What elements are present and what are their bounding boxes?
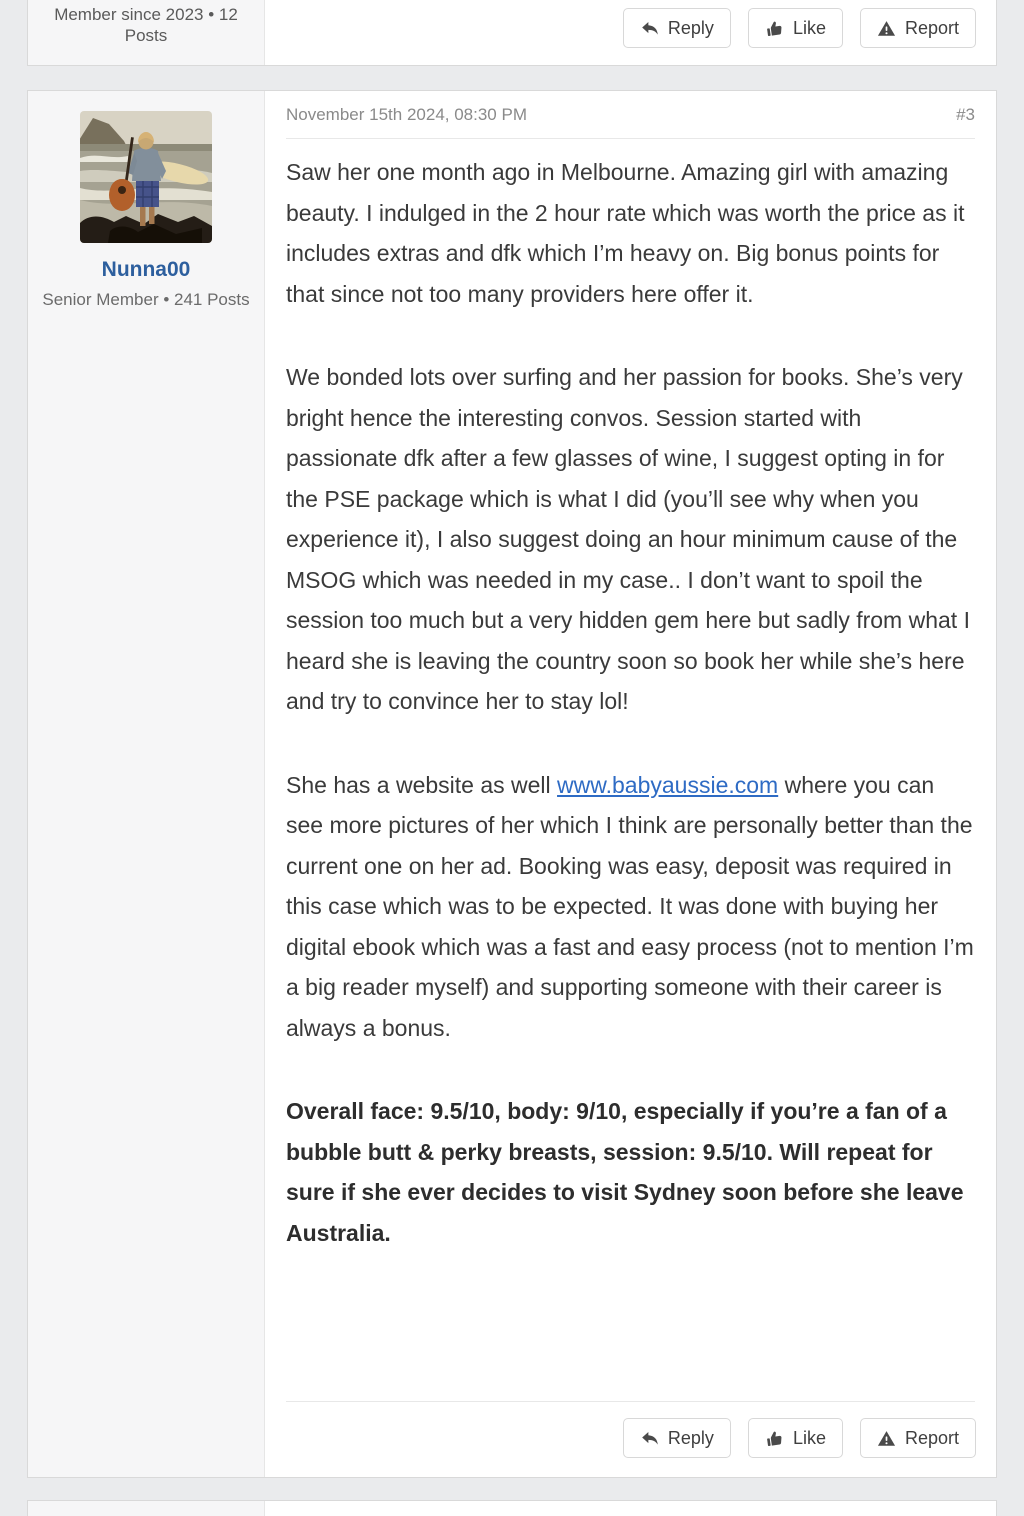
- username-link[interactable]: Nunna00: [101, 258, 191, 281]
- post-body: [265, 152, 996, 1253]
- thumbs-up-icon: [765, 19, 784, 38]
- report-button[interactable]: [860, 8, 976, 48]
- member-since-text: Member since 2023 • 12 Posts: [54, 5, 238, 45]
- previous-post-partial: [27, 0, 997, 66]
- previous-post-content: [265, 0, 996, 65]
- website-link[interactable]: www.babyaussie.com: [557, 771, 779, 798]
- previous-post-sidebar: [28, 0, 265, 65]
- like-button[interactable]: [748, 8, 843, 48]
- post-actions: [265, 1402, 996, 1477]
- post-sidebar: [28, 91, 265, 1477]
- post-number: #3: [956, 105, 975, 124]
- avatar[interactable]: [80, 111, 212, 243]
- warning-icon: [877, 1429, 896, 1448]
- next-post-partial: [27, 1500, 997, 1516]
- post-content: [265, 91, 996, 1477]
- report-button-label: Report: [904, 1427, 959, 1448]
- post-header: [265, 91, 996, 126]
- post-3: [27, 90, 997, 1478]
- report-button[interactable]: [860, 1418, 976, 1458]
- post-paragraph: [286, 765, 975, 1049]
- reply-button[interactable]: [623, 8, 731, 48]
- like-button-label: Like: [792, 1427, 826, 1448]
- post-text: where you can see more pictures of her which I think are personally better than the current one on her ad. Booking was easy, deposit was required in this case which was to be expected. It was done with buying her digital ebook which was a fast and easy process (not to mention I’m a big reader myself) and supporting someone with their career is always a bonus.: [286, 771, 974, 1041]
- like-button-label: Like: [792, 17, 826, 38]
- next-post-content: [265, 1501, 996, 1516]
- next-post-sidebar: [28, 1501, 265, 1516]
- post-date: November 15th 2024, 08:30 PM: [286, 105, 527, 124]
- post-summary-paragraph: Overall face: 9.5/10, body: 9/10, especially if you’re a fan of a bubble butt & perky breasts, session: 9.5/10. Will repeat for sure if she ever decides to visit Sydney soon before she leave Australia.: [286, 1098, 964, 1246]
- thumbs-up-icon: [765, 1429, 784, 1448]
- reply-icon: [640, 1429, 659, 1448]
- user-meta: Senior Member • 241 Posts: [42, 290, 250, 309]
- like-button[interactable]: [748, 1418, 843, 1458]
- warning-icon: [877, 19, 896, 38]
- reply-button[interactable]: [623, 1418, 731, 1458]
- post-paragraph: We bonded lots over surfing and her passion for books. She’s very bright hence the interesting convos. Session started with passionate dfk after a few glasses of wine, I suggest opting in for the PSE package which is what I did (you’ll see why when you experience it), I also suggest doing an hour minimum cause of the MSOG which was needed in my case.. I don’t want to spoil the session too much but a very hidden gem here but sadly from what I heard she is leaving the country soon so book her while she’s here and try to convince her to stay lol!: [286, 364, 970, 714]
- post-footer: [265, 1401, 996, 1477]
- report-button-label: Report: [904, 17, 959, 38]
- header-divider: [286, 138, 975, 139]
- avatar-image: [80, 111, 212, 243]
- reply-button-label: Reply: [667, 17, 714, 38]
- reply-icon: [640, 19, 659, 38]
- previous-post-actions: [623, 8, 976, 48]
- post-paragraph: Saw her one month ago in Melbourne. Amazing girl with amazing beauty. I indulged in the 2 hour rate which was worth the price as it includes extras and dfk which I’m heavy on. Big bonus points for that since not too many providers here offer it.: [286, 159, 965, 307]
- post-text: She has a website as well: [286, 771, 558, 798]
- reply-button-label: Reply: [667, 1427, 714, 1448]
